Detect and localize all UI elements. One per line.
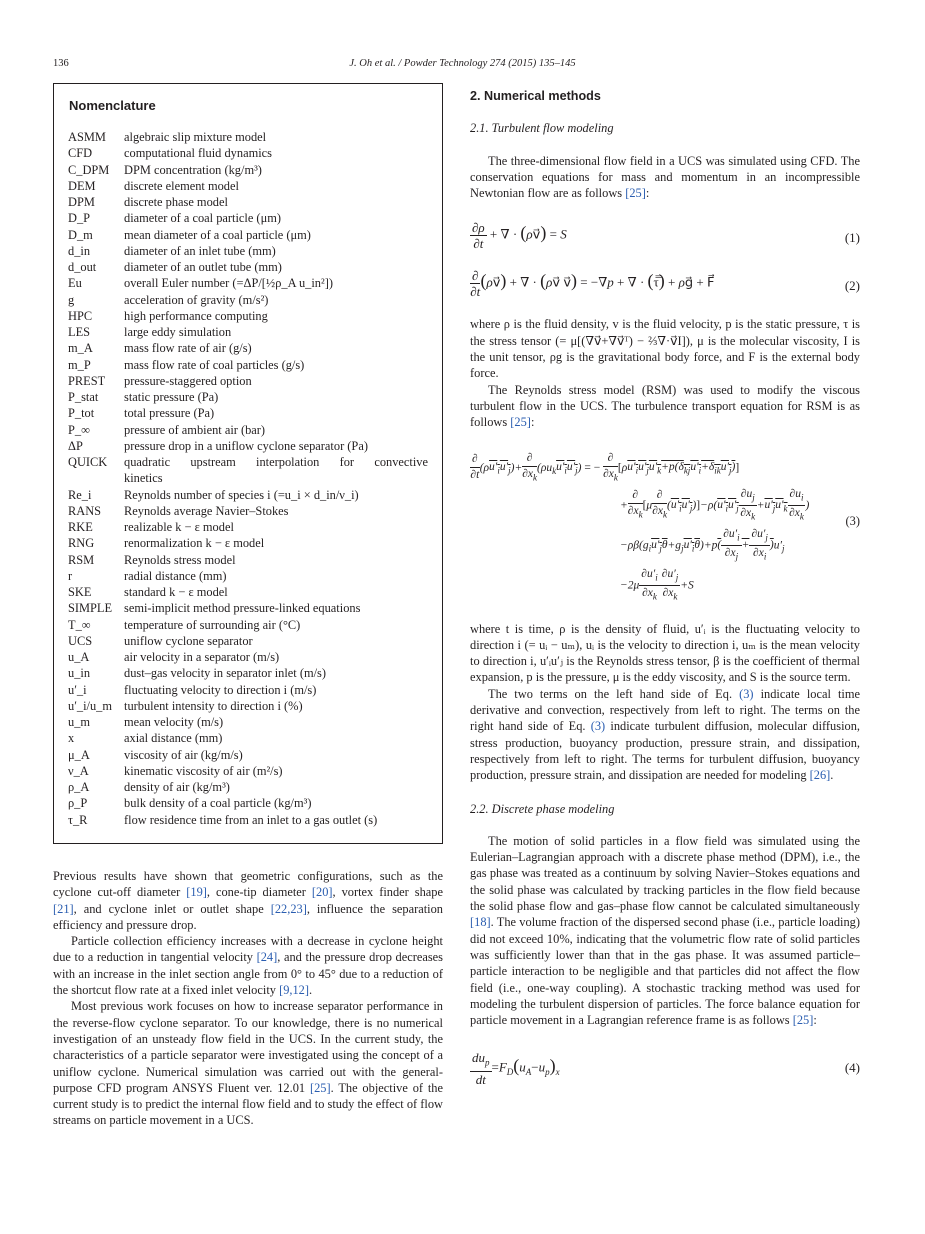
left-column xyxy=(53,868,443,1129)
nomenclature-symbol: u_A xyxy=(68,650,90,664)
nomenclature-symbol: u_in xyxy=(68,666,91,681)
nomenclature-definition: kinematic viscosity of air (m²/s) xyxy=(124,763,283,778)
nomenclature-row xyxy=(68,747,428,763)
nomenclature-symbol: u_m xyxy=(68,715,91,729)
nomenclature-symbol: D_m xyxy=(68,227,93,242)
nomenclature-symbol: r xyxy=(68,568,73,583)
nomenclature-symbol: P_tot xyxy=(68,406,95,421)
nomenclature-row xyxy=(68,665,428,681)
paragraph: The Reynolds stress model (RSM) was used to modify the viscous turbulent flow in the UCS. The turbulence transport equation for RSM is as follows [25]: xyxy=(470,382,860,430)
nomenclature-list xyxy=(68,129,428,828)
equation-2: $\frac{\partial}{\partial t}$ (ρv⃗) + ∇ · (ρv⃗ v⃗) = −∇p + ∇ · (τ̿) + ρg⃗ + F⃗ (2) xyxy=(470,268,860,300)
nomenclature-symbol: PREST xyxy=(68,373,106,388)
nomenclature-symbol: u′_i/u_m xyxy=(68,698,113,713)
nomenclature-definition: computational fluid dynamics xyxy=(124,146,272,161)
nomenclature-symbol: P_stat xyxy=(68,390,99,404)
nomenclature-row xyxy=(68,227,428,243)
nomenclature-row xyxy=(68,568,428,584)
nomenclature-symbol: m_P xyxy=(68,357,91,372)
nomenclature-row xyxy=(68,763,428,779)
nomenclature-title: Nomenclature xyxy=(69,98,156,113)
nomenclature-row xyxy=(68,795,428,811)
nomenclature-row xyxy=(68,617,428,633)
nomenclature-row xyxy=(68,324,428,340)
nomenclature-row xyxy=(68,812,428,828)
nomenclature-definition: semi-implicit method pressure-linked equations xyxy=(124,601,361,616)
nomenclature-symbol: RNG xyxy=(68,536,95,551)
paragraph: Particle collection efficiency increases with a decrease in cyclone height due to a reduction in tangential velocity [24], and the pressure drop decreases with an increase in the inlet section angle from 0° to 45° due to a reduction of the shortcut flow rate at a fixed inlet velocity [9,12]. xyxy=(53,934,443,998)
nomenclature-symbol: ν_A xyxy=(68,763,89,778)
nomenclature-definition: air velocity in a separator (m/s) xyxy=(124,650,280,664)
nomenclature-symbol: ASMM xyxy=(68,130,106,144)
equation-4: $\frac{du_p}{dt}$ $=F_D(u_A-u_p)_x$ (4) xyxy=(472,1050,860,1087)
page-number: 136 xyxy=(53,58,69,69)
paragraph: The two terms on the left hand side of Eq. (3) indicate local time derivative and convection, respectively from left to right. The terms on the right hand side of Eq. (3) indicate turbulent diffusion, molecular diffusion, stress production, buoyancy production, pressure strain, and dissipation, respectively from left to right. The terms for turbulent diffusion, buoyancy production, pressure strain, and dissipation are needed for modeling [26]. xyxy=(470,686,860,783)
nomenclature-definition: density of air (kg/m³) xyxy=(124,780,230,794)
nomenclature-row xyxy=(68,292,428,308)
nomenclature-row xyxy=(68,405,428,421)
nomenclature-symbol: ΔP xyxy=(68,438,83,453)
nomenclature-symbol: D_P xyxy=(68,211,91,226)
nomenclature-definition: viscosity of air (kg/m/s) xyxy=(124,747,243,762)
paragraph: where ρ is the fluid density, v is the fluid velocity, p is the static pressure, τ is the stress tensor (= μ[(∇v⃗+∇v⃗ᵀ) − ⅔∇·v⃗I]), μ is the molecular viscosity, I is the unit tensor, ρg is the gravitational body force, and F is the external body force. xyxy=(470,317,860,381)
nomenclature-definition: mass flow rate of air (g/s) xyxy=(124,341,252,356)
paragraph: Previous results have shown that geometric configurations, such as the cyclone cut-off diameter [19], cone-tip diameter [20], vortex finder shape [21], and cyclone inlet or outlet shape [22,23], influence the separation efficiency and pressure drop. xyxy=(53,869,443,932)
nomenclature-symbol: m_A xyxy=(68,341,93,356)
citation-link[interactable]: [9,12] xyxy=(279,983,309,998)
equation-reference-link[interactable]: (3) xyxy=(590,719,606,734)
nomenclature-row xyxy=(68,259,428,275)
nomenclature-definition: quadratic upstream interpolation for convective kinetics xyxy=(124,455,428,486)
nomenclature-row xyxy=(68,357,428,373)
nomenclature-row xyxy=(68,487,428,503)
citation-link[interactable]: [18] xyxy=(470,915,491,930)
paragraph: The three-dimensional flow field in a UCS was simulated using CFD. The conservation equations for mass and momentum in an incompressible Newtonian flow are as follows [25]: xyxy=(470,153,860,201)
nomenclature-definition: large eddy simulation xyxy=(124,325,232,339)
nomenclature-row xyxy=(68,714,428,730)
nomenclature-symbol: RANS xyxy=(68,503,102,518)
nomenclature-definition: dust–gas velocity in separator inlet (m/s) xyxy=(124,666,326,681)
nomenclature-definition: static pressure (Pa) xyxy=(124,390,219,404)
nomenclature-symbol: DEM xyxy=(68,178,96,193)
nomenclature-symbol: LES xyxy=(68,325,91,339)
nomenclature-definition: fluctuating velocity to direction i (m/s) xyxy=(124,682,317,697)
equation-1: $\frac{\partial\rho}{\partial t}$ + ∇ · (ρv⃗) = S (1) xyxy=(472,220,860,252)
nomenclature-row xyxy=(68,552,428,568)
nomenclature-symbol: ρ_A xyxy=(68,780,90,794)
nomenclature-row xyxy=(68,243,428,259)
citation-link[interactable]: [24] xyxy=(256,950,278,965)
nomenclature-definition: flow residence time from an inlet to a gas outlet (s) xyxy=(124,812,378,827)
nomenclature-definition: realizable k − ε model xyxy=(124,520,234,534)
nomenclature-definition: mass flow rate of coal particles (g/s) xyxy=(124,357,305,372)
citation-link[interactable]: [25] xyxy=(309,1080,331,1095)
nomenclature-symbol: UCS xyxy=(68,633,93,648)
nomenclature-symbol: μ_A xyxy=(68,747,90,762)
citation-link[interactable]: [26] xyxy=(809,768,831,783)
subsection-title: 2.2. Discrete phase modeling xyxy=(470,801,615,816)
nomenclature-row xyxy=(68,178,428,194)
citation-link[interactable]: [21] xyxy=(53,901,74,916)
nomenclature-definition: uniflow cyclone separator xyxy=(124,633,253,648)
nomenclature-symbol: RKE xyxy=(68,520,93,534)
nomenclature-symbol: d_out xyxy=(68,260,97,274)
nomenclature-row xyxy=(68,308,428,324)
equation-3: $\frac{\partial}{\partial t}$ $(\rho u'_iu'_j)+$ $\frac{\partial}{\partial x_k}$ $(\rho u_ku'_iu'_j)$ = − $\frac{\partial}{\partial x_k}$ $[\rho u'_iu'_ju'_k+p(\delta_{kj}u'_i+\delta_{ik}u'_j)]$ + $\frac{\partial}{\partial x_k}$ [μ $\frac{\partial}{\partial x_k}$ $(u'_iu'_j)]-\rho(u'_iu'_j$ $\frac{\partial u_j}{\partial x_k}$ $+u'_ju'_k$ $\frac{\partial u_i}{\partial x_k}$ ) $-\rho\beta(g_iu'_j\theta+g_ju'_i\theta)+p$( $\frac{\partial u'_i}{\partial x_j}$ + $\frac{\partial u'_j}{\partial x_i}$ )$u'_j$ −2μ $\frac{\partial u'_i}{\partial x_k}$ $\frac{\partial u'_j}{\partial x_k}$ +S (3) xyxy=(470,451,860,602)
nomenclature-definition: mean velocity (m/s) xyxy=(124,715,224,729)
nomenclature-row xyxy=(68,779,428,795)
nomenclature-symbol: CFD xyxy=(68,146,93,161)
nomenclature-row xyxy=(68,194,428,210)
nomenclature-symbol: x xyxy=(68,731,75,746)
citation-link[interactable]: [25] xyxy=(792,1013,814,1028)
right-column xyxy=(470,88,860,1086)
nomenclature-row xyxy=(68,389,428,405)
nomenclature-row xyxy=(68,438,428,454)
nomenclature-symbol: SIMPLE xyxy=(68,601,113,616)
paragraph: where t is time, ρ is the density of fluid, u′ᵢ is the fluctuating velocity to direction i (= uᵢ − uₘ), uᵢ is the velocity to direction i, uₘ is the mean velocity to direction i, u′ᵢu′ⱼ is the Reynolds stress tensor, β is the coefficient of thermal expansion, p is the pressure, μ is the eddy viscosity, and S is the source term. xyxy=(470,621,860,685)
nomenclature-row xyxy=(68,422,428,438)
equation-reference-link[interactable]: (3) xyxy=(739,686,754,701)
citation-link[interactable]: [25] xyxy=(510,415,531,430)
paragraph: The motion of solid particles in a flow field was simulated using the Eulerian–Lagrangian approach with a discrete phase method (DPM), i.e., the gas phase was treated as a continuum by solving Navier–Stokes equations and the solid phase was calculated by tracking particles in the flow field because the solid phase flow and gas–phase flow cannot be calculated simultaneously [18]. The volume fraction of the dispersed second phase (i.e., particle loading) did not exceed 10%, indicating that the volumetric flow rate of solid particles was sufficiently lower than that in the gas phase. It was assumed particle–particle interaction to be negligible and that particles did not affect the flow field (i.e., one-way coupling). A stochastic tracking method was used for modeling the turbulent dispersion of particles. The force balance equation for particle movement in a Lagrangian reference frame is as follows [25]: xyxy=(470,833,860,1028)
nomenclature-row xyxy=(68,649,428,665)
running-head xyxy=(0,58,925,72)
citation-link[interactable]: [25] xyxy=(625,186,646,201)
citation-link[interactable]: [20] xyxy=(311,885,333,900)
nomenclature-symbol: HPC xyxy=(68,308,93,323)
nomenclature-definition: pressure drop in a uniflow cyclone separator (Pa) xyxy=(124,438,368,453)
nomenclature-symbol: τ_R xyxy=(68,812,88,827)
equation-number: (3) xyxy=(845,513,860,528)
nomenclature-row xyxy=(68,682,428,698)
journal-reference[interactable]: J. Oh et al. / Powder Technology 274 (2015) 135–145 xyxy=(349,58,576,69)
nomenclature-definition: overall Euler number (=ΔP/[½ρ_A u_in²]) xyxy=(124,276,333,291)
nomenclature-definition: high performance computing xyxy=(124,308,268,323)
nomenclature-row xyxy=(68,275,428,291)
paragraph: Most previous work focuses on how to increase separator performance in the reverse-flow cyclone separator. To our knowledge, there is no numerical investigation of an unsteady flow field in the UCS. In the current study, the characteristics of a particle separator were investigated using the concept of a uniflow cyclone. Numerical simulation was carried out with the general-purpose CFD program ANSYS Fluent ver. 12.01 [25]. The objective of the current study is to predict the internal flow field and to study the effect of flow streams on particle movement in a UCS. xyxy=(53,999,443,1128)
nomenclature-symbol: Eu xyxy=(68,276,82,291)
nomenclature-row xyxy=(68,129,428,145)
citation-link[interactable]: [22,23] xyxy=(270,901,307,916)
nomenclature-row xyxy=(68,730,428,746)
nomenclature-symbol: d_in xyxy=(68,243,91,258)
nomenclature-definition: renormalization k − ε model xyxy=(124,536,265,551)
nomenclature-symbol: g xyxy=(68,292,75,307)
nomenclature-definition: algebraic slip mixture model xyxy=(124,130,267,144)
nomenclature-row xyxy=(68,210,428,226)
nomenclature-symbol: DPM xyxy=(68,195,95,209)
nomenclature-definition: diameter of an inlet tube (mm) xyxy=(124,243,276,258)
nomenclature-definition: mean diameter of a coal particle (μm) xyxy=(124,227,311,242)
section-title: 2. Numerical methods xyxy=(470,89,601,103)
nomenclature-row xyxy=(68,633,428,649)
nomenclature-definition: Reynolds average Navier–Stokes xyxy=(124,503,289,518)
nomenclature-definition: standard k − ε model xyxy=(124,585,228,599)
nomenclature-definition: diameter of a coal particle (μm) xyxy=(124,211,281,226)
nomenclature-symbol: P_∞ xyxy=(68,422,90,437)
nomenclature-definition: diameter of an outlet tube (mm) xyxy=(124,260,282,274)
nomenclature-definition: bulk density of a coal particle (kg/m³) xyxy=(124,796,312,811)
nomenclature-row xyxy=(68,584,428,600)
nomenclature-definition: Reynolds number of species i (=u_i × d_in/ν_i) xyxy=(124,487,359,502)
nomenclature-definition: turbulent intensity to direction i (%) xyxy=(124,698,303,713)
nomenclature-definition: axial distance (mm) xyxy=(124,731,223,746)
nomenclature-row xyxy=(68,698,428,714)
citation-link[interactable]: [19] xyxy=(186,885,207,900)
nomenclature-row xyxy=(68,519,428,535)
nomenclature-symbol: ρ_P xyxy=(68,796,88,811)
nomenclature-definition: DPM concentration (kg/m³) xyxy=(124,162,262,177)
nomenclature-row xyxy=(68,535,428,551)
nomenclature-row xyxy=(68,373,428,389)
nomenclature-definition: pressure-staggered option xyxy=(124,373,252,388)
nomenclature-row xyxy=(68,503,428,519)
equation-number: (4) xyxy=(844,1060,860,1076)
nomenclature-definition: total pressure (Pa) xyxy=(124,406,215,421)
nomenclature-definition: temperature of surrounding air (°C) xyxy=(124,617,301,632)
equation-number: (2) xyxy=(844,278,860,294)
nomenclature-definition: acceleration of gravity (m/s²) xyxy=(124,292,269,307)
nomenclature-definition: radial distance (mm) xyxy=(124,568,227,583)
nomenclature-box xyxy=(53,83,443,844)
nomenclature-row xyxy=(68,340,428,356)
nomenclature-symbol: Re_i xyxy=(68,487,92,502)
nomenclature-symbol: QUICK xyxy=(68,455,108,469)
nomenclature-definition: discrete element model xyxy=(124,178,239,193)
nomenclature-symbol: T_∞ xyxy=(68,617,91,632)
nomenclature-symbol: RSM xyxy=(68,552,95,567)
nomenclature-definition: discrete phase model xyxy=(124,195,228,209)
nomenclature-definition: Reynolds stress model xyxy=(124,552,236,567)
nomenclature-row xyxy=(68,145,428,161)
nomenclature-symbol: C_DPM xyxy=(68,162,110,177)
nomenclature-definition: pressure of ambient air (bar) xyxy=(124,422,266,437)
nomenclature-row xyxy=(68,600,428,616)
subsection-title: 2.1. Turbulent flow modeling xyxy=(470,121,614,136)
nomenclature-row xyxy=(68,454,428,487)
nomenclature-symbol: u′_i xyxy=(68,682,87,697)
equation-number: (1) xyxy=(844,230,860,246)
nomenclature-symbol: SKE xyxy=(68,585,92,599)
nomenclature-row xyxy=(68,162,428,178)
